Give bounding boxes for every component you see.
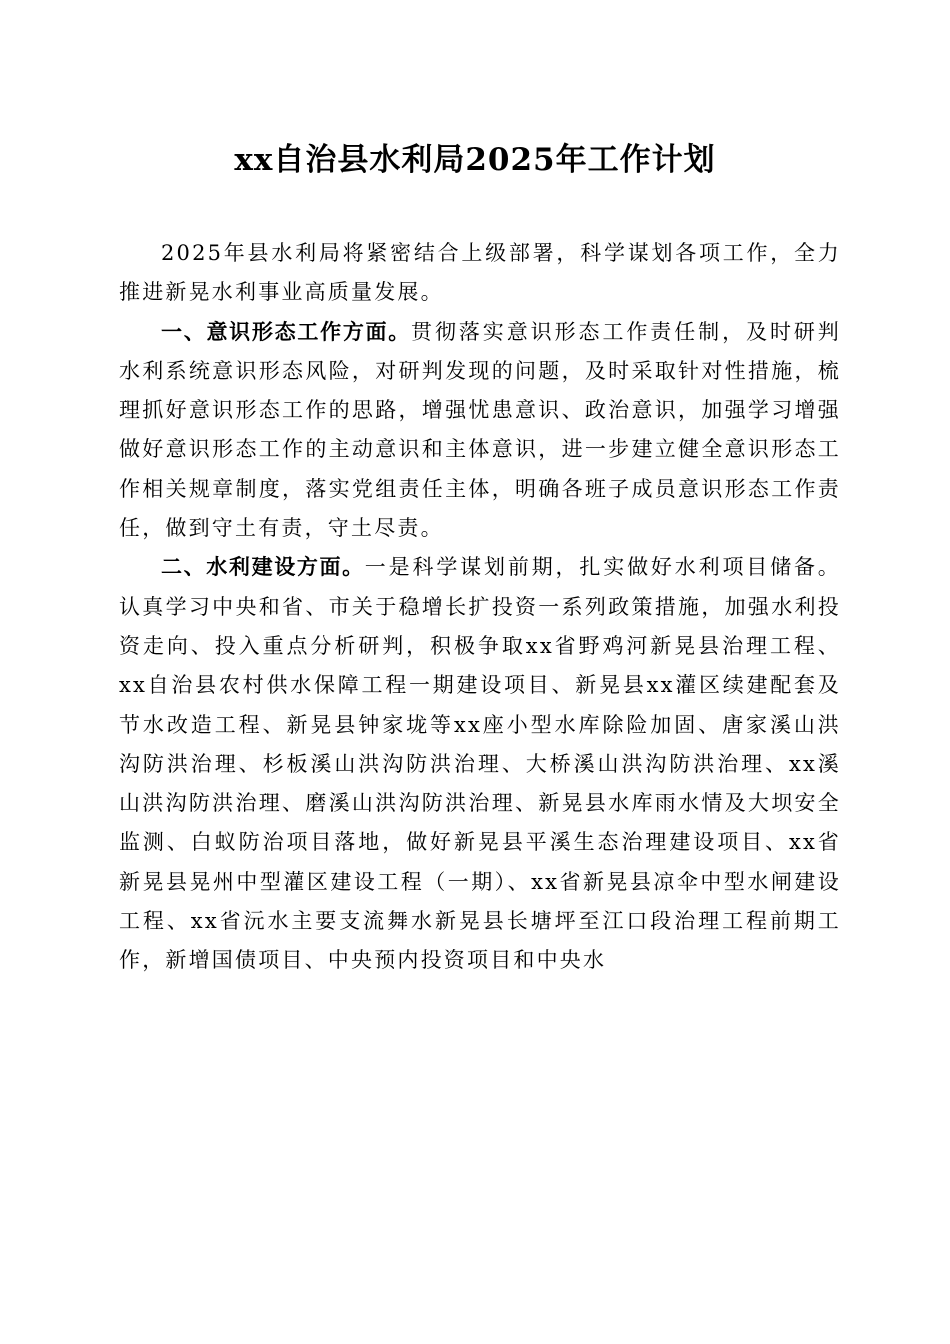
section-ideology-heading: 一、意识形态工作方面。 bbox=[161, 319, 412, 344]
intro-paragraph bbox=[119, 234, 841, 313]
section-construction-heading: 二、水利建设方面。 bbox=[161, 555, 365, 580]
intro-text: 2025年县水利局将紧密结合上级部署，科学谋划各项工作，全力推进新晃水利事业高质量发展。 bbox=[119, 241, 841, 305]
section-construction-paragraph bbox=[119, 548, 841, 980]
section-ideology-text: 贯彻落实意识形态工作责任制，及时研判水利系统意识形态风险，对研判发现的问题，及时采取针对性措施，梳理抓好意识形态工作的思路，增强忧患意识、政治意识，加强学习增强做好意识形态工作的主动意识和主体意识，进一步建立健全意识形态工作相关规章制度，落实党组责任主体，明确各班子成员意识形态工作责任，做到守土有责，守土尽责。 bbox=[119, 319, 841, 541]
section-ideology-paragraph bbox=[119, 313, 841, 549]
document-title: xx自治县水利局2025年工作计划 bbox=[234, 142, 716, 178]
document-body bbox=[119, 234, 841, 981]
section-construction-text: 一是科学谋划前期，扎实做好水利项目储备。认真学习中央和省、市关于稳增长扩投资一系列政策措施，加强水利投资走向、投入重点分析研判，积极争取xx省野鸡河新晃县治理工程、xx自治县农村供水保障工程一期建设项目、新晃县xx灌区续建配套及节水改造工程、新晃县钟家垅等xx座小型水库除险加固、唐家溪山洪沟防洪治理、杉板溪山洪沟防洪治理、大桥溪山洪沟防洪治理、xx溪山洪沟防洪治理、磨溪山洪沟防洪治理、新晃县水库雨水情及大坝安全监测、白蚁防治项目落地，做好新晃县平溪生态治理建设项目、xx省新晃县晃州中型灌区建设工程（一期）、xx省新晃县凉伞中型水闸建设工程、xx省沅水主要支流舞水新晃县长塘坪至江口段治理工程前期工作，新增国债项目、中央预内投资项目和中央水 bbox=[119, 555, 842, 973]
